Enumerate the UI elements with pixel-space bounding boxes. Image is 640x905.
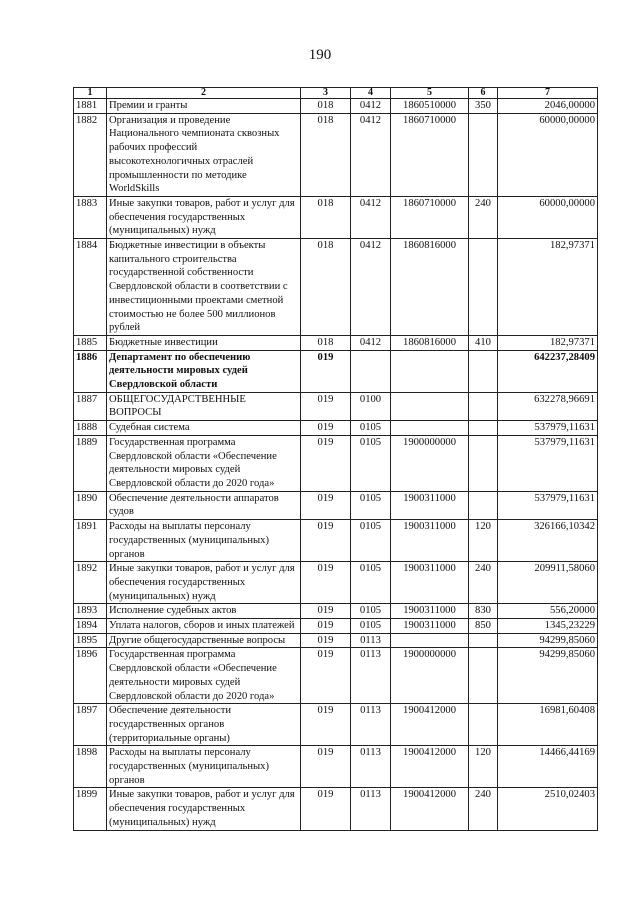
table-row (74, 196, 598, 238)
table-row (74, 633, 598, 648)
row-section-code: 0412 (351, 239, 391, 336)
row-ministry-code: 018 (301, 196, 351, 238)
row-name: Департамент по обеспечению деятельности мировых судей Свердловской области (107, 350, 301, 392)
row-section-code: 0100 (351, 392, 391, 420)
row-number: 1881 (74, 99, 107, 114)
row-section-code: 0105 (351, 491, 391, 519)
row-ministry-code: 018 (301, 239, 351, 336)
row-amount: 94299,85060 (498, 648, 598, 704)
row-number: 1890 (74, 491, 107, 519)
row-name: ОБЩЕГОСУДАРСТВЕННЫЕ ВОПРОСЫ (107, 392, 301, 420)
row-number: 1887 (74, 392, 107, 420)
row-section-code: 0412 (351, 335, 391, 350)
row-target-article (391, 392, 469, 420)
row-amount: 556,20000 (498, 604, 598, 619)
row-target-article (391, 350, 469, 392)
row-name: Обеспечение деятельности аппаратов судов (107, 491, 301, 519)
row-ministry-code: 019 (301, 788, 351, 830)
row-name: Бюджетные инвестиции в объекты капитального строительства государственной собственности Свердловской области в соответствии с инвестиционными проектами сметной стоимостью не более 500 миллионов рублей (107, 239, 301, 336)
row-expense-type (469, 392, 498, 420)
row-name: Судебная система (107, 421, 301, 436)
row-expense-type: 350 (469, 99, 498, 114)
row-number: 1882 (74, 113, 107, 196)
row-expense-type: 240 (469, 562, 498, 604)
row-amount: 2510,02403 (498, 788, 598, 830)
table-row (74, 520, 598, 562)
row-target-article: 1900412000 (391, 746, 469, 788)
row-section-code: 0113 (351, 648, 391, 704)
row-section-code: 0105 (351, 562, 391, 604)
row-amount: 632278,96691 (498, 392, 598, 420)
row-amount: 2046,00000 (498, 99, 598, 114)
header-col-6: 6 (469, 88, 498, 99)
row-section-code: 0113 (351, 788, 391, 830)
row-number: 1889 (74, 435, 107, 491)
row-ministry-code: 019 (301, 392, 351, 420)
header-row (74, 88, 598, 99)
header-col-2: 2 (107, 88, 301, 99)
row-name: Уплата налогов, сборов и иных платежей (107, 619, 301, 634)
row-name: Организация и проведение Национального чемпионата сквозных рабочих профессий высокотехнологичных отраслей промышленности по методике WorldSkills (107, 113, 301, 196)
row-amount: 537979,11631 (498, 491, 598, 519)
row-name: Иные закупки товаров, работ и услуг для обеспечения государственных (муниципальных) нужд (107, 196, 301, 238)
row-ministry-code: 019 (301, 562, 351, 604)
row-target-article: 1900311000 (391, 562, 469, 604)
row-number: 1883 (74, 196, 107, 238)
row-name: Обеспечение деятельности государственных органов (территориальные органы) (107, 704, 301, 746)
row-amount: 182,97371 (498, 239, 598, 336)
row-name: Исполнение судебных актов (107, 604, 301, 619)
row-name: Расходы на выплаты персоналу государственных (муниципальных) органов (107, 746, 301, 788)
row-amount: 209911,58060 (498, 562, 598, 604)
row-section-code: 0105 (351, 435, 391, 491)
row-target-article: 1900000000 (391, 435, 469, 491)
row-section-code (351, 350, 391, 392)
row-expense-type: 240 (469, 196, 498, 238)
header-col-5: 5 (391, 88, 469, 99)
row-expense-type (469, 633, 498, 648)
row-expense-type (469, 421, 498, 436)
row-target-article: 1900412000 (391, 788, 469, 830)
row-ministry-code: 019 (301, 704, 351, 746)
row-ministry-code: 019 (301, 421, 351, 436)
row-expense-type (469, 491, 498, 519)
row-target-article: 1860710000 (391, 196, 469, 238)
row-section-code: 0412 (351, 113, 391, 196)
row-ministry-code: 018 (301, 113, 351, 196)
row-target-article: 1860510000 (391, 99, 469, 114)
row-amount: 326166,10342 (498, 520, 598, 562)
row-ministry-code: 019 (301, 633, 351, 648)
table-row (74, 392, 598, 420)
row-amount: 14466,44169 (498, 746, 598, 788)
row-number: 1895 (74, 633, 107, 648)
row-amount: 94299,85060 (498, 633, 598, 648)
header-col-7: 7 (498, 88, 598, 99)
row-target-article: 1860710000 (391, 113, 469, 196)
row-ministry-code: 018 (301, 335, 351, 350)
row-amount: 642237,28409 (498, 350, 598, 392)
row-name: Расходы на выплаты персоналу государственных (муниципальных) органов (107, 520, 301, 562)
row-amount: 60000,00000 (498, 196, 598, 238)
row-ministry-code: 019 (301, 491, 351, 519)
table-row (74, 435, 598, 491)
table-row (74, 604, 598, 619)
row-amount: 537979,11631 (498, 421, 598, 436)
row-amount: 182,97371 (498, 335, 598, 350)
row-number: 1894 (74, 619, 107, 634)
row-number: 1896 (74, 648, 107, 704)
row-target-article: 1900311000 (391, 604, 469, 619)
row-expense-type (469, 435, 498, 491)
row-name: Государственная программа Свердловской области «Обеспечение деятельности мировых судей Свердловской области до 2020 года» (107, 648, 301, 704)
row-name: Бюджетные инвестиции (107, 335, 301, 350)
row-expense-type (469, 113, 498, 196)
table-row (74, 704, 598, 746)
table-row (74, 335, 598, 350)
row-expense-type (469, 239, 498, 336)
row-section-code: 0412 (351, 99, 391, 114)
row-section-code: 0105 (351, 619, 391, 634)
row-ministry-code: 019 (301, 350, 351, 392)
row-number: 1898 (74, 746, 107, 788)
row-number: 1897 (74, 704, 107, 746)
row-amount: 537979,11631 (498, 435, 598, 491)
budget-table (73, 87, 598, 831)
row-name: Иные закупки товаров, работ и услуг для обеспечения государственных (муниципальных) нужд (107, 788, 301, 830)
row-amount: 1345,23229 (498, 619, 598, 634)
table-row (74, 562, 598, 604)
row-expense-type: 120 (469, 746, 498, 788)
row-section-code: 0113 (351, 746, 391, 788)
header-col-4: 4 (351, 88, 391, 99)
row-section-code: 0105 (351, 520, 391, 562)
row-target-article (391, 421, 469, 436)
row-expense-type: 410 (469, 335, 498, 350)
row-ministry-code: 019 (301, 520, 351, 562)
row-ministry-code: 019 (301, 604, 351, 619)
row-section-code: 0113 (351, 704, 391, 746)
row-section-code: 0105 (351, 421, 391, 436)
row-ministry-code: 019 (301, 619, 351, 634)
row-target-article: 1900311000 (391, 619, 469, 634)
row-target-article: 1900311000 (391, 491, 469, 519)
table-row (74, 619, 598, 634)
table-row (74, 99, 598, 114)
row-name: Премии и гранты (107, 99, 301, 114)
table-row (74, 239, 598, 336)
row-number: 1899 (74, 788, 107, 830)
row-target-article: 1900000000 (391, 648, 469, 704)
row-expense-type (469, 704, 498, 746)
row-ministry-code: 018 (301, 99, 351, 114)
row-amount: 16981,60408 (498, 704, 598, 746)
row-name: Государственная программа Свердловской области «Обеспечение деятельности мировых судей Свердловской области до 2020 года» (107, 435, 301, 491)
row-section-code: 0113 (351, 633, 391, 648)
row-target-article: 1900412000 (391, 704, 469, 746)
header-col-3: 3 (301, 88, 351, 99)
row-expense-type: 120 (469, 520, 498, 562)
row-ministry-code: 019 (301, 746, 351, 788)
table-row (74, 491, 598, 519)
row-expense-type: 240 (469, 788, 498, 830)
row-section-code: 0105 (351, 604, 391, 619)
row-target-article (391, 633, 469, 648)
row-expense-type (469, 648, 498, 704)
table-body (74, 99, 598, 831)
header-col-1: 1 (74, 88, 107, 99)
row-number: 1892 (74, 562, 107, 604)
row-number: 1888 (74, 421, 107, 436)
row-number: 1891 (74, 520, 107, 562)
row-target-article: 1900311000 (391, 520, 469, 562)
page-number: 190 (308, 47, 332, 63)
row-name: Другие общегосударственные вопросы (107, 633, 301, 648)
row-ministry-code: 019 (301, 435, 351, 491)
row-number: 1886 (74, 350, 107, 392)
table-row (74, 421, 598, 436)
table-row (74, 788, 598, 830)
table-row (74, 350, 598, 392)
row-ministry-code: 019 (301, 648, 351, 704)
table-row (74, 648, 598, 704)
row-target-article: 1860816000 (391, 239, 469, 336)
row-number: 1884 (74, 239, 107, 336)
row-expense-type (469, 350, 498, 392)
row-target-article: 1860816000 (391, 335, 469, 350)
table-row (74, 113, 598, 196)
row-amount: 60000,00000 (498, 113, 598, 196)
table-row (74, 746, 598, 788)
row-name: Иные закупки товаров, работ и услуг для обеспечения государственных (муниципальных) нужд (107, 562, 301, 604)
row-section-code: 0412 (351, 196, 391, 238)
row-expense-type: 830 (469, 604, 498, 619)
row-expense-type: 850 (469, 619, 498, 634)
row-number: 1885 (74, 335, 107, 350)
row-number: 1893 (74, 604, 107, 619)
